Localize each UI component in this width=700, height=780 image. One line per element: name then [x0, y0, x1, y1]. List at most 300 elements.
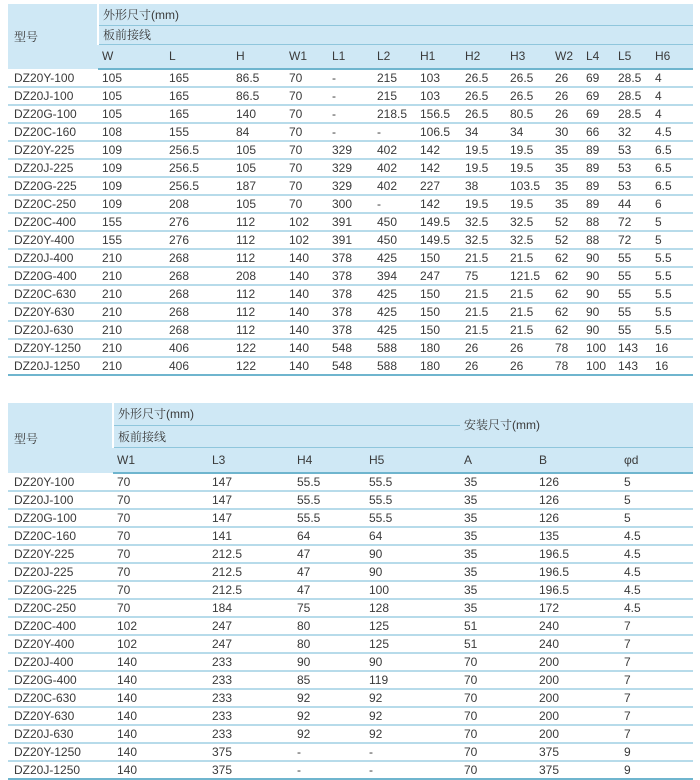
value-cell: - [328, 123, 373, 141]
value-cell: 70 [285, 177, 328, 195]
value-cell: 35 [460, 509, 535, 527]
model-cell: DZ20C-400 [8, 617, 113, 635]
column-header-H3: H3 [506, 44, 551, 69]
value-cell: 375 [208, 743, 293, 761]
value-cell: 55.5 [365, 473, 460, 491]
value-cell: 102 [285, 213, 328, 231]
value-cell: 140 [113, 653, 208, 671]
value-cell: 47 [293, 563, 365, 581]
value-cell: 329 [328, 141, 373, 159]
value-cell: 100 [365, 581, 460, 599]
value-cell: 28.5 [614, 69, 651, 87]
table-row [8, 105, 693, 123]
table-row [8, 761, 693, 779]
value-cell: 140 [113, 725, 208, 743]
value-cell: 5 [620, 491, 693, 509]
value-cell: 105 [232, 141, 285, 159]
value-cell: 89 [582, 141, 614, 159]
value-cell: 88 [582, 213, 614, 231]
value-cell: 86.5 [232, 69, 285, 87]
value-cell: 240 [535, 635, 620, 653]
value-cell: 35 [460, 545, 535, 563]
value-cell: 70 [113, 599, 208, 617]
value-cell: 210 [98, 357, 165, 375]
value-cell: 300 [328, 195, 373, 213]
model-cell: DZ20Y-100 [8, 473, 113, 491]
value-cell: 21.5 [461, 285, 506, 303]
table-row [8, 635, 693, 653]
value-cell: 588 [373, 357, 416, 375]
value-cell: 70 [460, 689, 535, 707]
column-header-H4: H4 [293, 447, 365, 473]
table-1-group-row-1 [8, 4, 693, 25]
value-cell: 4.5 [651, 123, 693, 141]
value-cell: 32 [614, 123, 651, 141]
value-cell: 55.5 [365, 509, 460, 527]
value-cell: 55.5 [293, 491, 365, 509]
value-cell: 425 [373, 303, 416, 321]
table-2-header [8, 403, 693, 473]
value-cell: 53 [614, 159, 651, 177]
value-cell: 55 [614, 285, 651, 303]
value-cell: 375 [208, 761, 293, 779]
table-row [8, 743, 693, 761]
value-cell: 378 [328, 285, 373, 303]
value-cell: 34 [506, 123, 551, 141]
value-cell: 268 [165, 321, 232, 339]
value-cell: 4.5 [620, 545, 693, 563]
value-cell: 141 [208, 527, 293, 545]
value-cell: 92 [293, 689, 365, 707]
value-cell: 378 [328, 321, 373, 339]
value-cell: 7 [620, 689, 693, 707]
value-cell: 70 [460, 671, 535, 689]
value-cell: 140 [113, 743, 208, 761]
value-cell: 53 [614, 141, 651, 159]
value-cell: 247 [208, 635, 293, 653]
table-row [8, 527, 693, 545]
value-cell: 105 [98, 69, 165, 87]
value-cell: 19.5 [461, 159, 506, 177]
value-cell: 196.5 [535, 581, 620, 599]
value-cell: 105 [232, 159, 285, 177]
table-row [8, 473, 693, 491]
value-cell: 268 [165, 303, 232, 321]
value-cell: 4 [651, 69, 693, 87]
value-cell: 32.5 [506, 231, 551, 249]
value-cell: 70 [460, 707, 535, 725]
value-cell: - [328, 69, 373, 87]
value-cell: 90 [582, 285, 614, 303]
value-cell: 26.5 [461, 69, 506, 87]
value-cell: 106.5 [416, 123, 461, 141]
value-cell: 196.5 [535, 563, 620, 581]
value-cell: 35 [460, 563, 535, 581]
value-cell: 233 [208, 653, 293, 671]
value-cell: 72 [614, 213, 651, 231]
value-cell: 21.5 [506, 249, 551, 267]
value-cell: 90 [293, 653, 365, 671]
value-cell: 112 [232, 303, 285, 321]
value-cell: 26.5 [506, 69, 551, 87]
value-cell: 378 [328, 249, 373, 267]
front-wiring-group-header: 板前接线 [113, 425, 460, 447]
value-cell: 155 [165, 123, 232, 141]
value-cell: 276 [165, 231, 232, 249]
value-cell: 70 [113, 473, 208, 491]
value-cell: - [365, 761, 460, 779]
value-cell: 89 [582, 159, 614, 177]
model-cell: DZ20C-400 [8, 213, 98, 231]
value-cell: 143 [614, 339, 651, 357]
value-cell: 140 [285, 303, 328, 321]
column-header-L4: L4 [582, 44, 614, 69]
value-cell: 70 [460, 761, 535, 779]
value-cell: 119 [365, 671, 460, 689]
model-cell: DZ20G-100 [8, 509, 113, 527]
model-cell: DZ20G-225 [8, 581, 113, 599]
model-cell: DZ20J-1250 [8, 357, 98, 375]
value-cell: 69 [582, 105, 614, 123]
value-cell: 9 [620, 761, 693, 779]
model-cell: DZ20J-100 [8, 87, 98, 105]
value-cell: 165 [165, 105, 232, 123]
table-row [8, 303, 693, 321]
value-cell: 92 [293, 725, 365, 743]
value-cell: 70 [113, 491, 208, 509]
model-cell: DZ20J-225 [8, 563, 113, 581]
column-header-L1: L1 [328, 44, 373, 69]
value-cell: 70 [285, 87, 328, 105]
column-header-W: W [98, 44, 165, 69]
model-cell: DZ20C-160 [8, 123, 98, 141]
value-cell: 26 [461, 339, 506, 357]
value-cell: 210 [98, 285, 165, 303]
value-cell: 140 [113, 761, 208, 779]
value-cell: 140 [285, 357, 328, 375]
value-cell: 26.5 [461, 105, 506, 123]
value-cell: 55 [614, 303, 651, 321]
value-cell: 21.5 [461, 321, 506, 339]
column-header-W1: W1 [113, 447, 208, 473]
value-cell: 75 [293, 599, 365, 617]
table-row [8, 87, 693, 105]
value-cell: 85 [293, 671, 365, 689]
value-cell: 35 [460, 527, 535, 545]
column-header-L2: L2 [373, 44, 416, 69]
value-cell: 210 [98, 267, 165, 285]
table-1-column-letters-row [8, 44, 693, 69]
front-wiring-group-header: 板前接线 [98, 25, 693, 44]
value-cell: 200 [535, 653, 620, 671]
model-cell: DZ20Y-1250 [8, 743, 113, 761]
table-row [8, 159, 693, 177]
value-cell: 112 [232, 285, 285, 303]
value-cell: 450 [373, 231, 416, 249]
model-cell: DZ20J-1250 [8, 761, 113, 779]
value-cell: 147 [208, 491, 293, 509]
value-cell: 256.5 [165, 177, 232, 195]
value-cell: 105 [98, 87, 165, 105]
value-cell: 35 [460, 473, 535, 491]
model-cell: DZ20C-250 [8, 599, 113, 617]
value-cell: 28.5 [614, 87, 651, 105]
value-cell: 105 [98, 105, 165, 123]
value-cell: 247 [208, 617, 293, 635]
value-cell: 126 [535, 509, 620, 527]
value-cell: - [293, 761, 365, 779]
value-cell: 112 [232, 321, 285, 339]
value-cell: - [373, 123, 416, 141]
value-cell: 256.5 [165, 159, 232, 177]
value-cell: 32.5 [461, 231, 506, 249]
value-cell: 62 [551, 303, 582, 321]
value-cell: 34 [461, 123, 506, 141]
value-cell: 100 [582, 357, 614, 375]
value-cell: 5.5 [651, 285, 693, 303]
value-cell: 35 [551, 159, 582, 177]
value-cell: 26.5 [461, 87, 506, 105]
value-cell: 109 [98, 159, 165, 177]
value-cell: 109 [98, 177, 165, 195]
value-cell: 402 [373, 159, 416, 177]
value-cell: 208 [165, 195, 232, 213]
value-cell: 70 [113, 563, 208, 581]
value-cell: 16 [651, 357, 693, 375]
column-header-L5: L5 [614, 44, 651, 69]
value-cell: 7 [620, 635, 693, 653]
value-cell: 35 [551, 195, 582, 213]
value-cell: 47 [293, 581, 365, 599]
value-cell: 55 [614, 321, 651, 339]
value-cell: 70 [285, 141, 328, 159]
column-header-φd: φd [620, 447, 693, 473]
value-cell: 112 [232, 249, 285, 267]
value-cell: 425 [373, 321, 416, 339]
column-header-L3: L3 [208, 447, 293, 473]
value-cell: - [293, 743, 365, 761]
mounting-dimensions-group-header: 安装尺寸(mm) [460, 403, 693, 447]
value-cell: 102 [285, 231, 328, 249]
value-cell: 121.5 [506, 267, 551, 285]
value-cell: 19.5 [506, 159, 551, 177]
value-cell: 402 [373, 177, 416, 195]
value-cell: 329 [328, 177, 373, 195]
value-cell: 215 [373, 87, 416, 105]
value-cell: 26.5 [506, 87, 551, 105]
value-cell: 70 [285, 69, 328, 87]
value-cell: 150 [416, 321, 461, 339]
value-cell: 4.5 [620, 527, 693, 545]
value-cell: 69 [582, 69, 614, 87]
value-cell: 125 [365, 617, 460, 635]
value-cell: 32.5 [461, 213, 506, 231]
value-cell: 7 [620, 707, 693, 725]
value-cell: 140 [285, 285, 328, 303]
value-cell: 26 [551, 69, 582, 87]
value-cell: 90 [582, 303, 614, 321]
table-row [8, 653, 693, 671]
table-row [8, 509, 693, 527]
table-row [8, 563, 693, 581]
model-cell: DZ20J-225 [8, 159, 98, 177]
value-cell: 375 [535, 761, 620, 779]
value-cell: 140 [285, 267, 328, 285]
value-cell: 122 [232, 357, 285, 375]
column-header-W1: W1 [285, 44, 328, 69]
value-cell: 184 [208, 599, 293, 617]
value-cell: 147 [208, 473, 293, 491]
value-cell: 51 [460, 635, 535, 653]
value-cell: 548 [328, 357, 373, 375]
model-cell: DZ20J-630 [8, 321, 98, 339]
value-cell: 38 [461, 177, 506, 195]
value-cell: 6 [651, 195, 693, 213]
value-cell: 80 [293, 617, 365, 635]
table-2-body [8, 473, 693, 779]
value-cell: 125 [365, 635, 460, 653]
value-cell: 218.5 [373, 105, 416, 123]
value-cell: 233 [208, 725, 293, 743]
value-cell: 140 [113, 689, 208, 707]
value-cell: 19.5 [461, 141, 506, 159]
value-cell: 26 [461, 357, 506, 375]
value-cell: 6.5 [651, 141, 693, 159]
value-cell: 70 [285, 159, 328, 177]
table-row [8, 321, 693, 339]
value-cell: 26 [551, 105, 582, 123]
value-cell: 62 [551, 267, 582, 285]
model-cell: DZ20G-100 [8, 105, 98, 123]
value-cell: 5 [620, 509, 693, 527]
value-cell: 406 [165, 339, 232, 357]
value-cell: 180 [416, 339, 461, 357]
model-cell: DZ20G-225 [8, 177, 98, 195]
value-cell: 70 [113, 509, 208, 527]
table-row [8, 123, 693, 141]
table-row [8, 671, 693, 689]
outline-dimensions-group-header: 外形尺寸(mm) [98, 4, 693, 25]
table-row [8, 339, 693, 357]
value-cell: 233 [208, 689, 293, 707]
value-cell: 155 [98, 213, 165, 231]
column-header-A: A [460, 447, 535, 473]
value-cell: 52 [551, 213, 582, 231]
value-cell: 105 [232, 195, 285, 213]
value-cell: 53 [614, 177, 651, 195]
value-cell: 212.5 [208, 563, 293, 581]
value-cell: 450 [373, 213, 416, 231]
value-cell: 140 [232, 105, 285, 123]
value-cell: 187 [232, 177, 285, 195]
value-cell: 149.5 [416, 213, 461, 231]
model-cell: DZ20Y-630 [8, 303, 98, 321]
value-cell: 21.5 [506, 285, 551, 303]
value-cell: - [365, 743, 460, 761]
value-cell: 6.5 [651, 159, 693, 177]
value-cell: 66 [582, 123, 614, 141]
value-cell: 5 [651, 213, 693, 231]
column-header-H2: H2 [461, 44, 506, 69]
value-cell: 150 [416, 249, 461, 267]
value-cell: 92 [293, 707, 365, 725]
table-1-group-row-2 [8, 25, 693, 44]
value-cell: 142 [416, 141, 461, 159]
value-cell: 165 [165, 87, 232, 105]
value-cell: 329 [328, 159, 373, 177]
value-cell: 240 [535, 617, 620, 635]
value-cell: 62 [551, 285, 582, 303]
value-cell: 62 [551, 249, 582, 267]
value-cell: 210 [98, 339, 165, 357]
value-cell: 5.5 [651, 249, 693, 267]
value-cell: 90 [582, 249, 614, 267]
value-cell: 7 [620, 653, 693, 671]
value-cell: 112 [232, 231, 285, 249]
model-cell: DZ20G-400 [8, 267, 98, 285]
value-cell: 126 [535, 473, 620, 491]
value-cell: 88 [582, 231, 614, 249]
model-cell: DZ20C-630 [8, 689, 113, 707]
value-cell: 103 [416, 69, 461, 87]
value-cell: 112 [232, 213, 285, 231]
value-cell: 378 [328, 303, 373, 321]
table-1-header [8, 4, 693, 69]
value-cell: 196.5 [535, 545, 620, 563]
value-cell: 78 [551, 339, 582, 357]
value-cell: 406 [165, 357, 232, 375]
table-row [8, 195, 693, 213]
value-cell: 32.5 [506, 213, 551, 231]
value-cell: 30 [551, 123, 582, 141]
value-cell: 378 [328, 267, 373, 285]
value-cell: 21.5 [461, 303, 506, 321]
value-cell: 142 [416, 195, 461, 213]
value-cell: 375 [535, 743, 620, 761]
model-column-header: 型号 [8, 403, 113, 473]
dimension-tables-page [0, 4, 700, 780]
value-cell: 35 [460, 491, 535, 509]
value-cell: 35 [460, 599, 535, 617]
model-cell: DZ20C-160 [8, 527, 113, 545]
table-row [8, 267, 693, 285]
value-cell: 7 [620, 725, 693, 743]
value-cell: 21.5 [506, 303, 551, 321]
value-cell: 72 [614, 231, 651, 249]
value-cell: 210 [98, 303, 165, 321]
value-cell: 26 [551, 87, 582, 105]
value-cell: 100 [582, 339, 614, 357]
value-cell: 5 [651, 231, 693, 249]
table-1-body [8, 69, 693, 375]
value-cell: 47 [293, 545, 365, 563]
value-cell: 391 [328, 213, 373, 231]
value-cell: 402 [373, 141, 416, 159]
column-header-H5: H5 [365, 447, 460, 473]
model-cell: DZ20Y-100 [8, 69, 98, 87]
model-cell: DZ20Y-225 [8, 141, 98, 159]
value-cell: 28.5 [614, 105, 651, 123]
value-cell: 92 [365, 689, 460, 707]
value-cell: 200 [535, 725, 620, 743]
value-cell: 103 [416, 87, 461, 105]
column-header-B: B [535, 447, 620, 473]
value-cell: 268 [165, 249, 232, 267]
value-cell: 140 [113, 671, 208, 689]
column-header-H: H [232, 44, 285, 69]
table-row [8, 231, 693, 249]
value-cell: 55 [614, 249, 651, 267]
